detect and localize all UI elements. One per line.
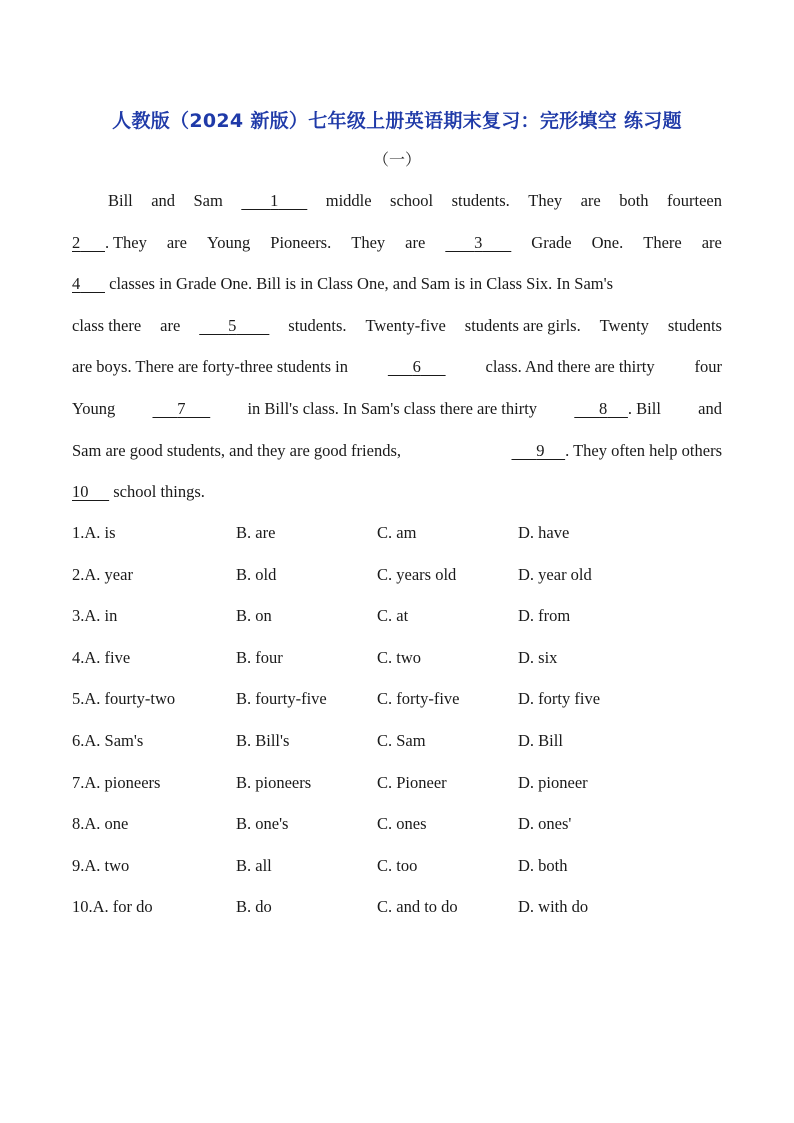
passage-line — [72, 436, 722, 478]
option-b: B. are — [236, 523, 276, 542]
blank-2: 2 — [72, 232, 81, 252]
passage-word: are — [160, 315, 181, 335]
question-row — [72, 643, 722, 685]
passage-word: are — [701, 232, 722, 252]
passage-text: in Bill's class. In Sam's class there are thirty — [247, 398, 538, 418]
passage-segment: 8 . Bill — [574, 394, 661, 436]
option-b: B. all — [236, 855, 272, 875]
passage-word: students. — [288, 315, 347, 335]
option-d: D. with do — [518, 897, 589, 917]
passage-word: and — [698, 398, 722, 418]
option-a: 3.A. in — [72, 606, 118, 626]
passage-word: There — [643, 232, 682, 252]
passage-word: four — [694, 357, 722, 377]
passage-word: middle — [325, 191, 372, 210]
option-c: C. two — [377, 647, 422, 667]
passage-line — [72, 228, 722, 270]
passage-word: Young — [72, 398, 116, 418]
passage-word: both — [619, 191, 649, 210]
cloze-passage — [72, 186, 722, 519]
passage-segment: 9 . They often help others — [512, 436, 723, 478]
passage-word: are — [580, 191, 601, 210]
passage-word: They — [351, 232, 386, 252]
option-a: 9.A. two — [72, 855, 130, 875]
passage-word: Young — [207, 232, 251, 252]
option-b: B. one's — [236, 814, 289, 834]
passage-word: Twenty-five — [365, 315, 446, 335]
option-a: 10.A. for do — [72, 897, 153, 917]
option-b: B. old — [236, 564, 277, 584]
passage-segment: 2 . They — [72, 228, 147, 270]
option-b: B. fourty-five — [236, 689, 327, 709]
passage-text: classes in Grade One. Bill is in Class One, and Sam is in Class Six. In Sam's — [109, 274, 614, 294]
passage-text: are boys. There are forty-three students in — [72, 357, 348, 377]
passage-word: school — [390, 191, 434, 210]
page-title: 人教版（2024 新版）七年级上册英语期末复习：完形填空 练习题 — [112, 110, 682, 132]
passage-line — [72, 186, 722, 228]
option-b: B. four — [236, 647, 283, 667]
option-d: D. six — [518, 647, 558, 667]
option-c: C. ones — [377, 814, 427, 834]
passage-word: students are girls. — [464, 315, 581, 335]
passage-text: Sam are good students, and they are good friends, — [72, 440, 402, 460]
option-a: 5.A. fourty-two — [72, 689, 176, 709]
passage-word: fourteen — [667, 191, 722, 210]
blank-6: 6 — [412, 357, 421, 377]
option-d: D. pioneer — [518, 772, 588, 792]
question-row — [72, 601, 722, 643]
blank-8: 8 — [599, 398, 608, 418]
passage-line — [72, 352, 722, 394]
passage-word: They — [528, 191, 563, 210]
passage-word: Grade — [531, 232, 572, 252]
blank-1: 1 — [270, 191, 279, 210]
option-b: B. pioneers — [236, 772, 312, 792]
option-d: D. both — [518, 855, 568, 875]
question-row — [72, 726, 722, 768]
option-c: C. years old — [377, 564, 457, 584]
option-d: D. year old — [518, 564, 592, 584]
passage-line — [72, 477, 722, 519]
passage-word: and — [151, 191, 176, 210]
option-c: C. and to do — [377, 897, 458, 917]
passage-word: class there — [72, 315, 142, 335]
option-a: 2.A. year — [72, 564, 133, 584]
option-c: C. at — [377, 606, 409, 626]
option-c: C. too — [377, 855, 418, 875]
option-b: B. do — [236, 897, 272, 917]
passage-word: Bill — [108, 191, 133, 210]
passage-word: are — [166, 232, 188, 252]
option-a: 8.A. one — [72, 814, 129, 834]
option-b: B. Bill's — [236, 730, 290, 750]
passage-line — [72, 269, 722, 311]
option-a: 7.A. pioneers — [72, 772, 161, 792]
option-a: 4.A. five — [72, 647, 131, 667]
option-a: 6.A. Sam's — [72, 730, 144, 750]
passage-word: students — [667, 315, 722, 335]
passage-word: One. — [591, 232, 624, 252]
option-d: D. from — [518, 606, 571, 626]
question-row — [72, 809, 722, 851]
question-row — [72, 768, 722, 810]
blank-9: 9 — [536, 440, 545, 460]
question-row — [72, 892, 722, 934]
blank-3: 3 — [474, 232, 483, 252]
passage-text: class. And there are thirty — [485, 357, 655, 377]
blank-4: 4 — [72, 274, 81, 294]
passage-word: Pioneers. — [270, 232, 332, 252]
passage-word: are — [405, 232, 426, 252]
blank-5: 5 — [228, 315, 237, 335]
option-c: C. Pioneer — [377, 772, 447, 792]
blank-7: 7 — [177, 398, 186, 418]
answer-options — [72, 518, 722, 934]
blank-10: 10 — [72, 482, 89, 502]
option-c: C. am — [377, 523, 417, 542]
page-subtitle: （一） — [372, 150, 421, 169]
option-c: C. forty-five — [377, 689, 460, 709]
option-d: D. Bill — [518, 730, 563, 750]
passage-line — [72, 311, 722, 353]
question-row — [72, 560, 722, 602]
question-row — [72, 684, 722, 726]
passage-text: school things. — [113, 482, 205, 502]
question-row — [72, 518, 722, 560]
option-d: D. ones' — [518, 814, 572, 834]
option-d: D. have — [518, 523, 570, 542]
passage-line — [72, 394, 722, 436]
option-b: B. on — [236, 606, 272, 626]
option-d: D. forty five — [518, 689, 601, 709]
passage-word: students. — [451, 191, 510, 210]
passage-word: Twenty — [599, 315, 649, 335]
option-a: 1.A. is — [72, 523, 116, 542]
passage-word: Sam — [193, 191, 223, 210]
question-row — [72, 851, 722, 893]
option-c: C. Sam — [377, 730, 426, 750]
